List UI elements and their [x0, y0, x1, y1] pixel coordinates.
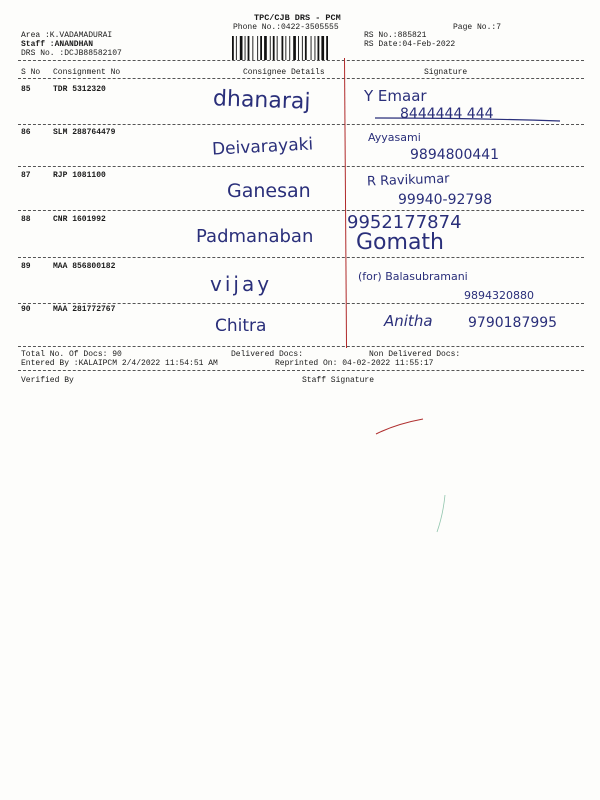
page-number: Page No.:7	[453, 23, 502, 32]
reprinted-on: Reprinted On: 04-02-2022 11:55:17	[275, 359, 434, 368]
col-header-consignee: Consignee Details	[243, 68, 325, 77]
row-sno: 90	[21, 305, 31, 314]
rs-date: RS Date:04-Feb-2022	[364, 40, 456, 49]
delivered-docs: Delivered Docs:	[231, 350, 304, 359]
row-consignment: MAA 281772767	[53, 305, 116, 314]
consignee-handwriting: dhanaraj	[212, 86, 311, 115]
row-sno: 88	[21, 215, 31, 224]
signature-phone-handwriting: 9894320880	[464, 289, 534, 302]
signature-phone-handwriting: 99940-92798	[398, 192, 493, 208]
row-consignment: SLM 288764479	[53, 128, 116, 137]
row-sno: 87	[21, 171, 31, 180]
consignee-handwriting: Ganesan	[227, 180, 311, 202]
col-header-sno: S No	[21, 68, 41, 77]
entered-by: Entered By :KALAIPCM 2/4/2022 11:54:51 AM	[21, 359, 218, 368]
consignee-handwriting: Deivarayaki	[211, 134, 314, 160]
col-header-consignment: Consignment No	[53, 68, 121, 77]
row-consignment: CNR 1601992	[53, 215, 106, 224]
staff-label: Staff :ANANDHAN	[21, 40, 94, 49]
row-sno: 86	[21, 128, 31, 137]
signature-handwriting: R Ravikumar	[366, 171, 450, 190]
staff-signature-stroke	[376, 419, 423, 434]
signature-phone-handwriting: 9894800441	[410, 147, 500, 163]
consignee-handwriting: Padmanaban	[196, 226, 314, 247]
drs-number: DRS No. :DCJB88582107	[21, 49, 122, 58]
row-sno: 85	[21, 85, 31, 94]
non-delivered-docs: Non Delivered Docs:	[369, 350, 461, 359]
signature-handwriting: Y Emaar	[364, 87, 427, 105]
document-title: TPC/CJB DRS - PCM	[254, 13, 341, 23]
stray-pen-mark	[437, 495, 445, 532]
signature-phone-handwriting: 8444444 444	[400, 106, 494, 122]
signature-handwriting: 9952177874	[347, 212, 462, 233]
total-docs: Total No. Of Docs: 90	[21, 350, 122, 359]
area-label: Area :K.VADAMADURAI	[21, 31, 113, 40]
signature-phone-handwriting: 9790187995	[468, 315, 558, 331]
row-consignment: TDR 5312320	[53, 85, 106, 94]
rs-number: RS No.:885821	[364, 31, 427, 40]
consignee-handwriting: vijay	[210, 272, 273, 296]
row-sno: 89	[21, 262, 31, 271]
consignee-handwriting: Chitra	[215, 316, 267, 336]
signature-handwriting: Ayyasami	[368, 131, 421, 144]
col-header-signature: Signature	[424, 68, 468, 77]
signature-handwriting: Anitha	[384, 312, 433, 330]
staff-signature: Staff Signature	[302, 376, 375, 385]
row-consignment: RJP 1081100	[53, 171, 106, 180]
verified-by: Verified By	[21, 376, 74, 385]
row-consignment: MAA 856800182	[53, 262, 116, 271]
signature-scribble-line	[375, 118, 560, 121]
phone-number: Phone No.:0422-3505555	[233, 23, 339, 32]
signature-phone-handwriting: Gomath	[356, 230, 444, 255]
signature-handwriting: (for) Balasubramani	[358, 270, 468, 283]
